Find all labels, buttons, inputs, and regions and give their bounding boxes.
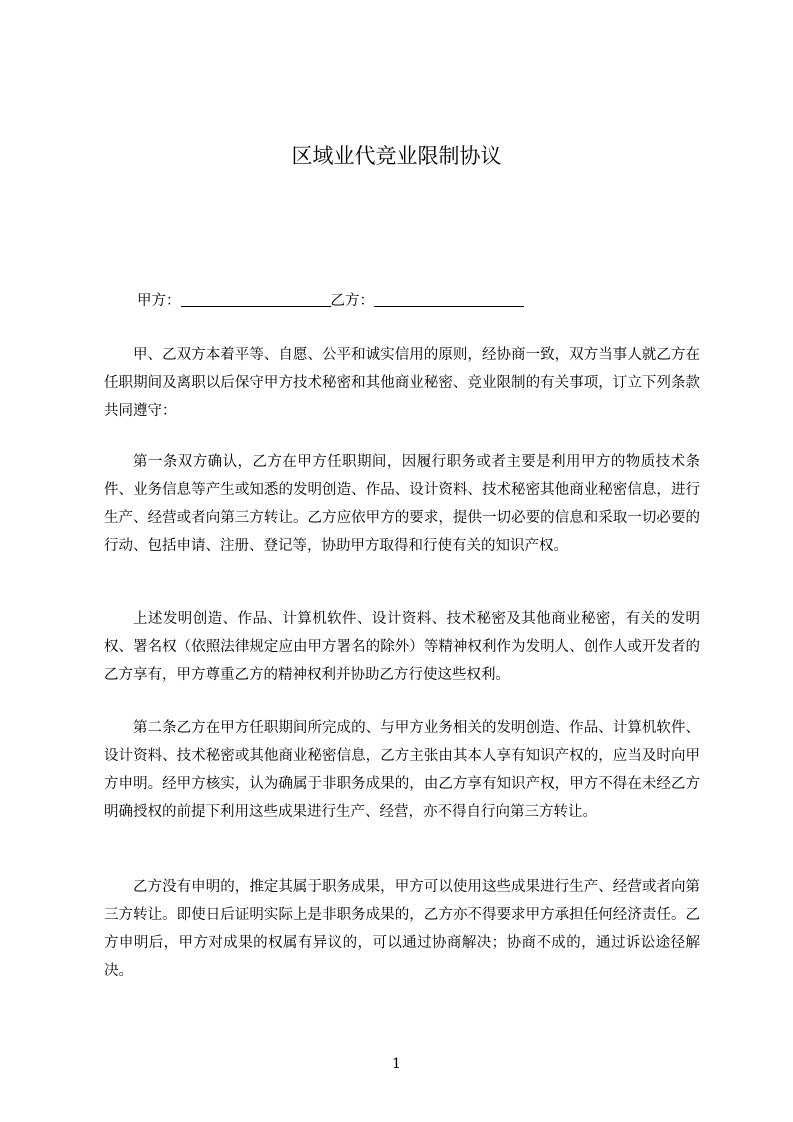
party-a-blank [181,290,331,307]
paragraph-article-1: 第一条双方确认，乙方在甲方任职期间，因履行职务或者主要是利用甲方的物质技术条件、业务信息等产生或知悉的发明创造、作品、设计资料、技术秘密其他商业秘密信息，进行生产、经营或者向第三方转让。乙方应依甲方的要求，提供一切必要的信息和采取一切必要的行动、包括申请、注册、登记等，协助甲方取得和行使有关的知识产权。 [104,454,700,554]
party-a-label: 甲方： [137,293,181,309]
document-title: 区域业代竞业限制协议 [291,144,502,168]
paragraph-preamble: 甲、乙双方本着平等、自愿、公平和诚实信用的原则，经协商一致，双方当事人就乙方在任职期间及离职以后保守甲方技术秘密和其他商业秘密、竞业限制的有关事项，订立下列条款共同遵守： [104,347,700,419]
page-number: 1 [392,1056,401,1072]
paragraph-undeclared-results: 乙方没有申明的，推定其属于职务成果，甲方可以使用这些成果进行生产、经营或者向第三方转让。即使日后证明实际上是非职务成果的，乙方亦不得要求甲方承担任何经济责任。乙方申明后，甲方对成果的权属有异议的，可以通过协商解决；协商不成的，通过诉讼途径解决。 [104,879,700,979]
paragraph-article-2: 第二条乙方在甲方任职期间所完成的、与甲方业务相关的发明创造、作品、计算机软件、设计资料、技术秘密或其他商业秘密信息，乙方主张由其本人享有知识产权的，应当及时向甲方申明。经甲方核实，认为确属于非职务成果的，由乙方享有知识产权，甲方不得在未经乙方明确授权的前提下利用这些成果进行生产、经营，亦不得自行向第三方转让。 [104,720,700,820]
party-b-blank [374,290,524,307]
party-b-label: 乙方： [330,293,374,309]
paragraph-moral-rights: 上述发明创造、作品、计算机软件、设计资料、技术秘密及其他商业秘密，有关的发明权、署名权（依照法律规定应由甲方署名的除外）等精神权利作为发明人、创作人或开发者的乙方享有，甲方尊重乙方的精神权利并协助乙方行使这些权利。 [104,611,700,683]
parties-line [137,289,524,313]
